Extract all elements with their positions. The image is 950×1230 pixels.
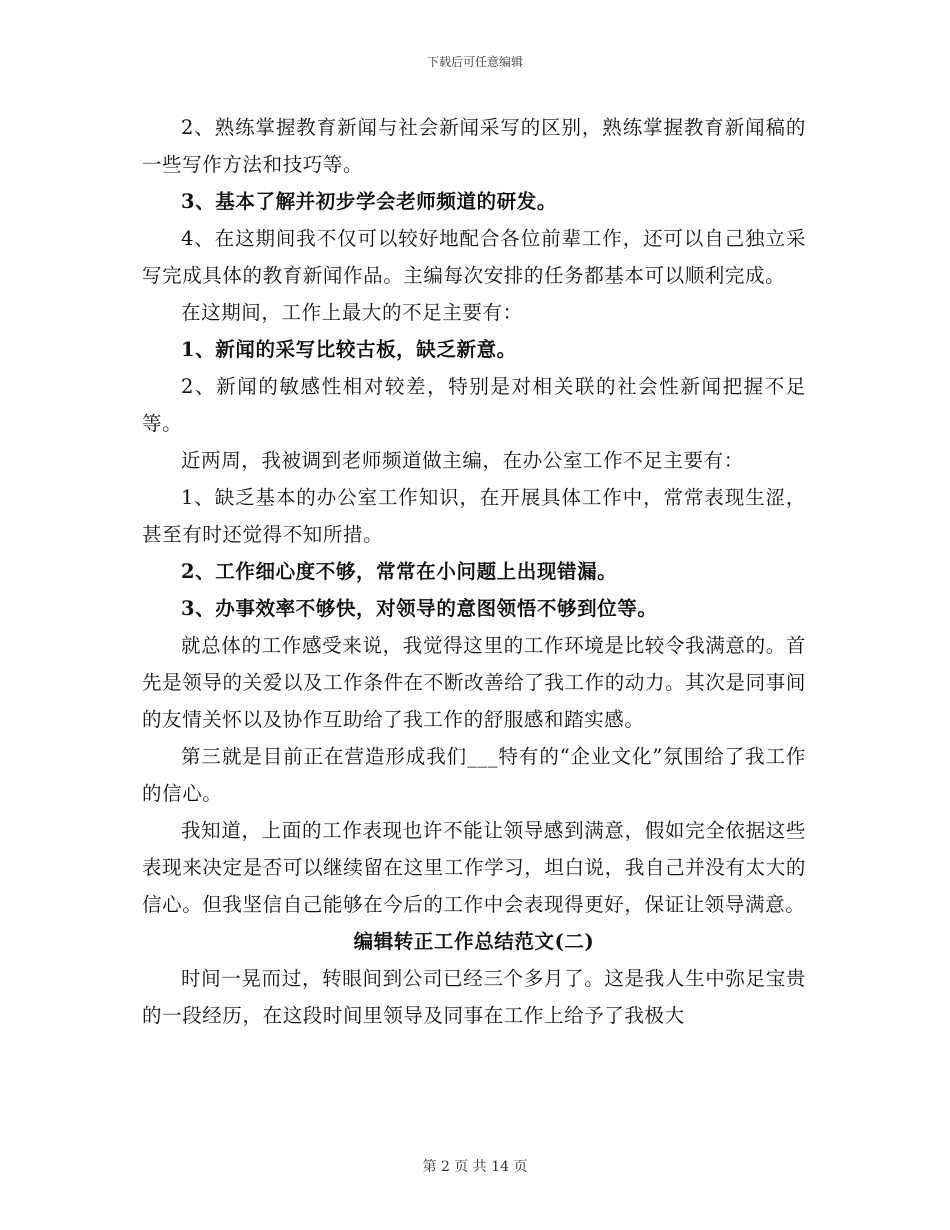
paragraph: 时间一晃而过，转眼间到公司已经三个多月了。这是我人生中弥足宝贵的一段经历，在这段时间里领导及同事在工作上给予了我极大: [142, 967, 806, 1027]
paragraph-bold: 3、基本了解并初步学会老师频道的研发。: [181, 190, 557, 213]
paragraph-bold: 3、办事效率不够快，对领导的意图领悟不够到位等。: [181, 597, 658, 620]
document-body: [142, 109, 806, 1034]
page-header: 下载后可任意编辑: [426, 55, 523, 69]
section-title: 编辑转正工作总结范文(二): [353, 930, 595, 953]
page-footer: 第 2 页 共 14 页: [422, 1159, 528, 1175]
paragraph: 我知道，上面的工作表现也许不能让领导感到满意，假如完全依据这些表现来决定是否可以继续留在这里工作学习，坦白说，我自己并没有太大的信心。但我坚信自己能够在今后的工作中会表现得更好，保证让领导满意。: [142, 819, 806, 916]
paragraph: 近两周，我被调到老师频道做主编，在办公室工作不足主要有：: [181, 449, 744, 472]
paragraph: 1、缺乏基本的办公室工作知识，在开展具体工作中，常常表现生涩，甚至有时还觉得不知所措。: [142, 486, 806, 546]
paragraph: 2、新闻的敏感性相对较差，特别是对相关联的社会性新闻把握不足等。: [142, 375, 806, 435]
paragraph: 2、熟练掌握教育新闻与社会新闻采写的区别，熟练掌握教育新闻稿的一些写作方法和技巧等。: [142, 116, 806, 176]
paragraph-bold: 2、工作细心度不够，常常在小问题上出现错漏。: [181, 560, 618, 583]
paragraph: 4、在这期间我不仅可以较好地配合各位前辈工作，还可以自己独立采写完成具体的教育新闻作品。主编每次安排的任务都基本可以顺利完成。: [142, 227, 806, 287]
paragraph-bold: 1、新闻的采写比较古板，缺乏新意。: [181, 338, 517, 361]
paragraph: 在这期间，工作上最大的不足主要有：: [181, 301, 523, 324]
paragraph: 就总体的工作感受来说，我觉得这里的工作环境是比较令我满意的。首先是领导的关爱以及工作条件在不断改善给了我工作的动力。其次是同事间的友情关怀以及协作互助给了我工作的舒服感和踏实感。: [142, 634, 806, 731]
paragraph: 第三就是目前正在营造形成我们___特有的“企业文化”氛围给了我工作的信心。: [142, 745, 806, 805]
